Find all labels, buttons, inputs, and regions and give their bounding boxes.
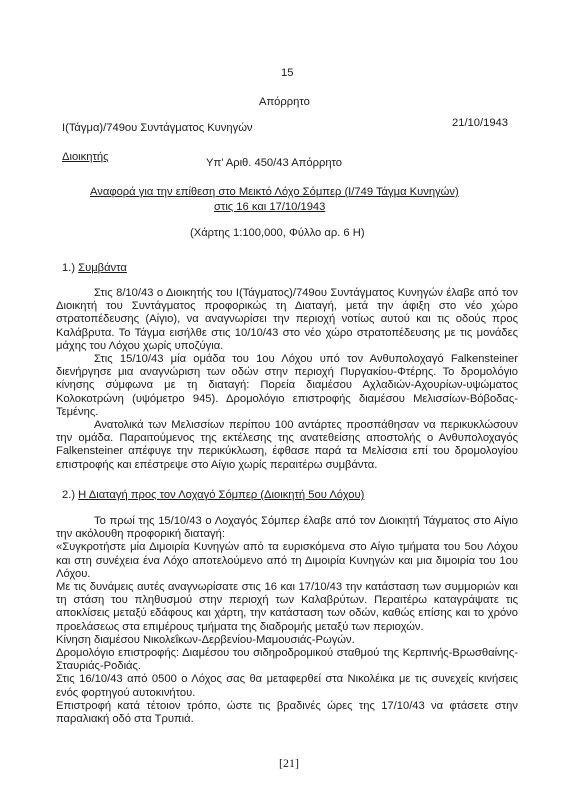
map-reference: (Χάρτης 1:100,000, Φύλλο αρ. 6 Η): [190, 227, 365, 239]
section-2-title: Η Διαταγή προς τον Λοχαγό Σόμπερ (Διοικητή 5ου Λόχου): [78, 489, 365, 501]
order-quote: «Συγκροτήστε μία Διμοιρία Κυνηγών από τα ευρισκόμενα στο Αίγιο τμήματα του 5ου Λόχου και στη συνέχεια ένα Λόχο αποτελούμενο από τη Διμοιρία Κυνηγών και μια διμοιρία του 1ου Λόχου.: [56, 541, 518, 580]
subject-line-1: Αναφορά για την επίθεση στο Μεικτό Λόχο Σόμπερ (Ι/749 Τάγμα Κυνηγών): [90, 186, 459, 198]
section-1-heading: [62, 262, 127, 275]
classification: Απόρρητο: [259, 96, 310, 108]
section-2-number: 2.): [62, 489, 76, 501]
order-text: Με τις δυνάμεις αυτές αναγνωρίσατε στις 16 και 17/10/43 την κατάσταση των συμμοριών και τη στάση του πληθυσμού στην περιοχή των Καλαβρύτων. Περαιτέρω καταγράψατε τις αποκλίσεις μεταξύ εδάφους και χάρτη, την κατάσταση των οδών, καθώς επίσης και το χρόνο προελάσεως στα επιμέρους τμήματα της διαδρομής μεταξύ των περιοχών.: [56, 581, 518, 633]
subject-line-2: στις 16 και 17/10/1943: [214, 201, 326, 213]
sender: Ι(Τάγμα)/749ου Συντάγματος Κυνηγών: [62, 122, 253, 134]
paragraph: Στις 15/10/43 μία ομάδα του 1ου Λόχου υπό τον Ανθυπολοχαγό Falkensteiner διενήργησε μια αναγνώριση των οδών στην περιοχή Πυργακίου-Φτέρης. Το δρομολόγιο κίνησης σύμφωνα με τη διαταγή: Πορεία διαμέσου Αχλαδιών-Αχουρίων-υψώματος Κολοκοτρώνη (υψόμετρο 945). Δρομολόγιο επιστροφής διαμέσου Μελισσίων-Βόβοδας-Τεμένης.: [56, 353, 518, 418]
order-text: Δρομολόγιο επιστροφής: Διαμέσου του σιδηροδρομικού σταθμού της Κερπινής-Βρωσθαίνης-Σταυριάς-Ροδιάς.: [56, 647, 518, 673]
section-2-body: [56, 515, 518, 726]
section-2-heading: [62, 489, 364, 502]
section-1-body: [56, 287, 518, 472]
section-1-title: Συμβάντα: [78, 262, 127, 274]
paragraph: Στις 8/10/43 ο Διοικητής του Ι(Τάγματος)/749ου Συντάγματος Κυνηγών έλαβε από τον Διοικητή του Συντάγματος προφορικώς τη Διαταγή, μετά την άφιξη στο νέο χώρο στρατοπέδευσης (Αίγιο), να αναγνωρίσει την περιοχή νοτίως αυτού και τις οδούς προς Καλάβρυτα. Το Τάγμα εισήλθε στις 10/10/43 στο νέο χώρο στρατοπέδευσης με τις μονάδες μάχης του Λόχου χωρίς υποζύγια.: [56, 287, 518, 352]
paragraph: Το πρωί της 15/10/43 ο Λοχαγός Σόμπερ έλαβε από τον Διοικητή Τάγματος στο Αίγιο την ακόλουθη προφορική διαταγή:: [56, 515, 518, 541]
order-text: Κίνηση διαμέσου Νικολεΐκων-Δερβενίου-Μαμουσιάς-Ρωγών.: [56, 633, 355, 646]
recipient: Διοικητής: [62, 151, 109, 163]
order-text: Επιστροφή κατά τέτοιον τρόπο, ώστε τις βραδινές ώρες της 17/10/43 να φτάσετε στην παραλιακή οδό στα Τρυπιά.: [56, 699, 518, 726]
order-text: Στις 16/10/43 από 0500 ο Λόχος σας θα μεταφερθεί στα Νικολέικα με τις συνεχείς κινήσεις ενός φορτηγού αυτοκινήτου.: [56, 673, 518, 699]
reference: Υπ’ Αριθ. 450/43 Απόρρητο: [206, 157, 343, 169]
section-1-number: 1.): [62, 262, 76, 274]
paragraph: Ανατολικά των Μελισσίων περίπου 100 αντάρτες προσπάθησαν να περικυκλώσουν την ομάδα. Παραιτούμενος της εκτέλεσης της ανατεθείσης αποστολής ο Ανθυπολοχαγός Falkensteiner απέφυγε την περικύκλωση, έφθασε παρά τα Μελίσσια επί του δρομολογίου επιστροφής και επέστρεψε στο Αίγιο χωρίς περαιτέρω συμβάντα.: [56, 419, 518, 471]
date: 21/10/1943: [452, 117, 508, 129]
footer-page-number: [21]: [279, 756, 299, 770]
page-number: 15: [281, 67, 294, 79]
